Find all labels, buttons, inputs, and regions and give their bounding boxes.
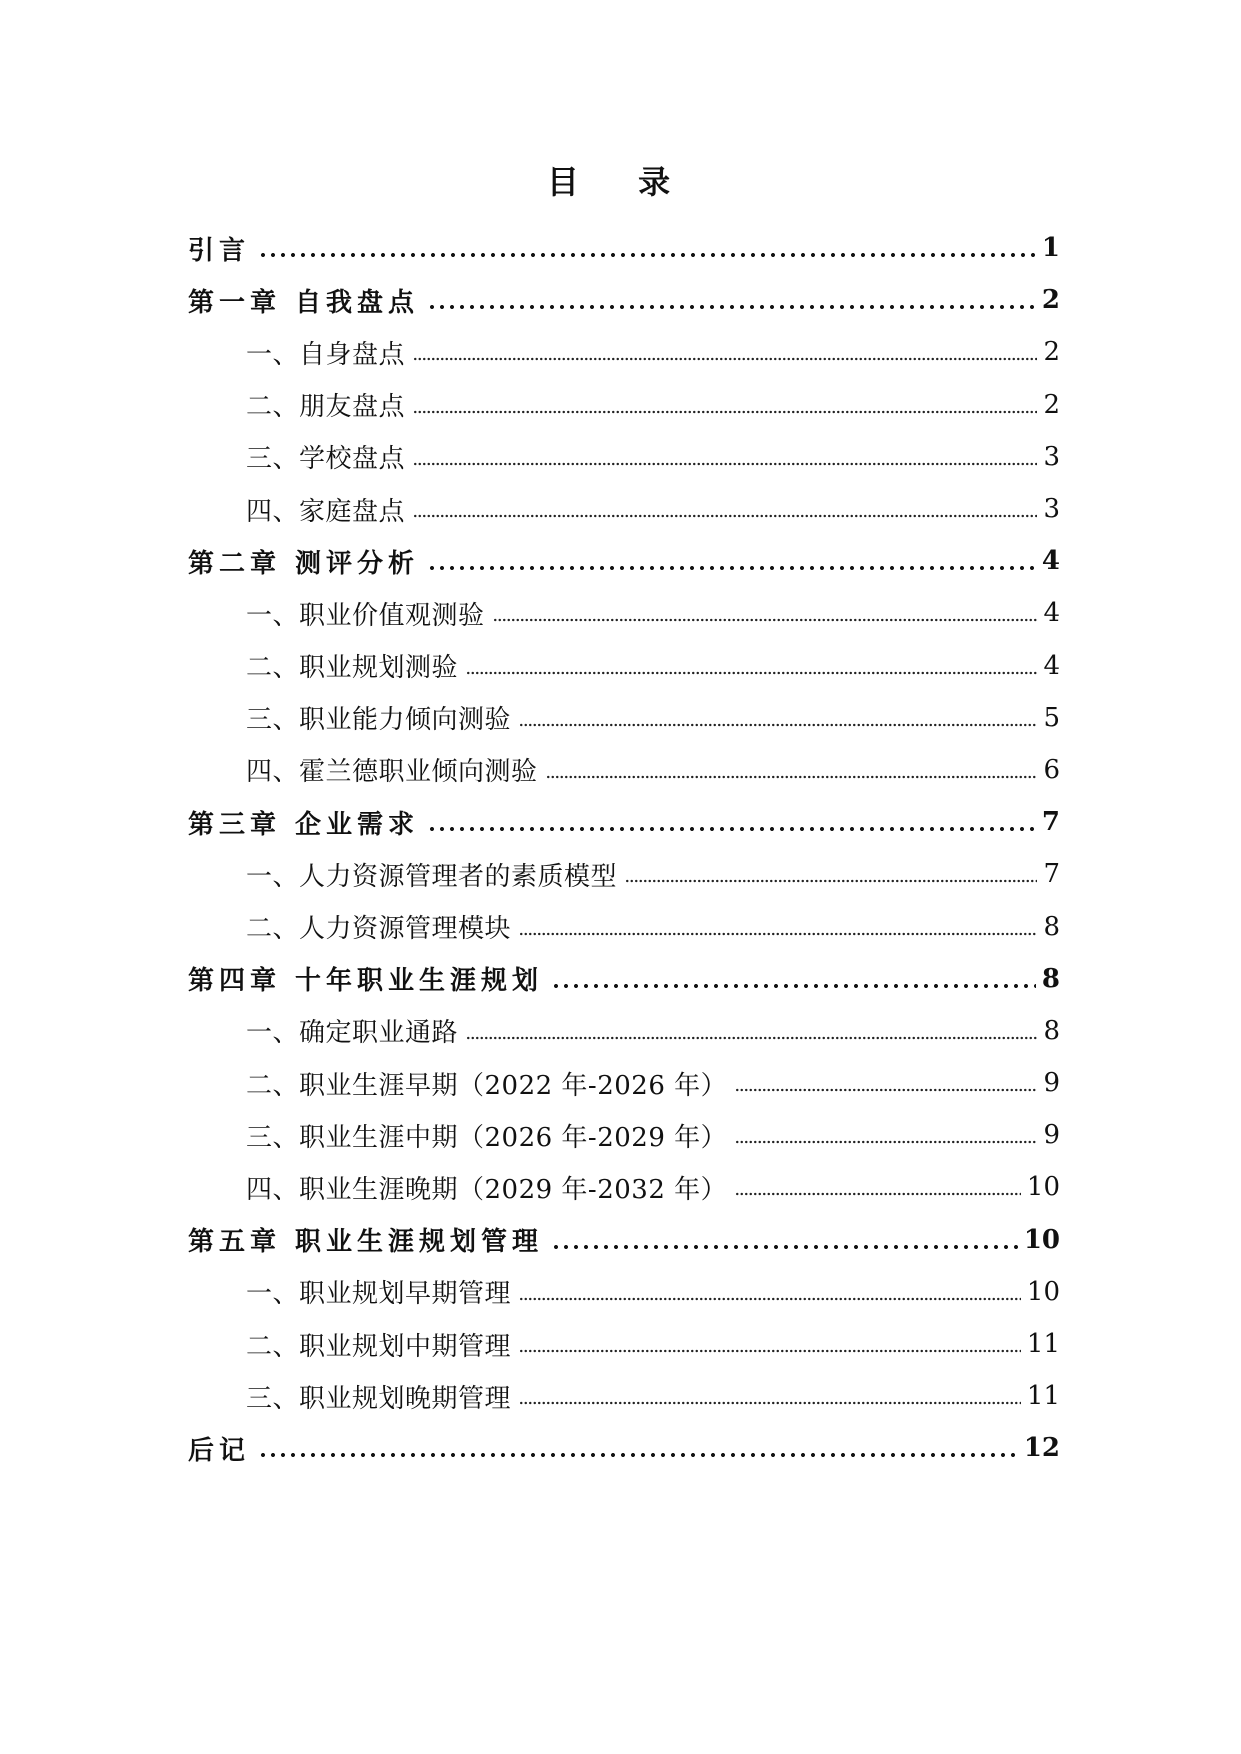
toc-chapter-entry[interactable]: [188, 1422, 1060, 1474]
toc-entry-label: 二、职业生涯早期（2022 年-2026 年）: [246, 1070, 728, 1101]
toc-entry-label: 三、学校盘点: [246, 444, 406, 475]
toc-dot-leader: [258, 252, 1036, 258]
toc-entry-page-number: 11: [1026, 1381, 1060, 1412]
toc-entry-page-number: 7: [1043, 859, 1060, 890]
toc-chapter-entry[interactable]: [188, 953, 1060, 1005]
toc-entry-label: 一、职业价值观测验: [246, 600, 485, 631]
toc-section-entry[interactable]: [188, 587, 1060, 639]
toc-entry-label: 三、职业规划晚期管理: [246, 1383, 512, 1414]
toc-list: [188, 222, 1060, 1475]
toc-section-entry[interactable]: [188, 1370, 1060, 1422]
toc-entry-label: 第三章 企业需求: [188, 809, 420, 840]
toc-entry-label: 四、职业生涯晚期（2029 年-2032 年）: [246, 1174, 728, 1205]
toc-entry-label: 二、人力资源管理模块: [246, 914, 512, 945]
toc-entry-label: 一、人力资源管理者的素质模型: [246, 861, 618, 892]
toc-entry-page-number: 8: [1043, 1015, 1060, 1046]
toc-entry-label: 二、朋友盘点: [246, 392, 406, 423]
toc-dot-leader: [413, 409, 1037, 415]
toc-entry-label: 三、职业能力倾向测验: [246, 705, 512, 736]
toc-dot-leader: [413, 461, 1037, 467]
toc-entry-label: 三、职业生涯中期（2026 年-2029 年）: [246, 1122, 728, 1153]
toc-entry-page-number: 10: [1026, 1276, 1060, 1307]
toc-chapter-entry[interactable]: [188, 1214, 1060, 1266]
toc-chapter-entry[interactable]: [188, 222, 1060, 274]
toc-section-entry[interactable]: [188, 692, 1060, 744]
toc-section-entry[interactable]: [188, 483, 1060, 535]
toc-chapter-entry[interactable]: [188, 274, 1060, 326]
toc-entry-page-number: 10: [1026, 1172, 1060, 1203]
toc-entry-page-number: 3: [1043, 494, 1060, 525]
toc-entry-page-number: 10: [1023, 1224, 1060, 1255]
toc-entry-label: 引言: [188, 235, 251, 266]
toc-entry-page-number: 4: [1043, 650, 1060, 681]
toc-section-entry[interactable]: [188, 1161, 1060, 1213]
toc-entry-label: 四、霍兰德职业倾向测验: [246, 757, 538, 788]
toc-entry-page-number: 12: [1023, 1433, 1060, 1464]
toc-section-entry[interactable]: [188, 640, 1060, 692]
toc-dot-leader: [519, 1400, 1021, 1406]
toc-section-entry[interactable]: [188, 379, 1060, 431]
toc-dot-leader: [551, 983, 1036, 989]
toc-entry-page-number: 8: [1043, 911, 1060, 942]
toc-dot-leader: [258, 1452, 1018, 1458]
toc-dot-leader: [413, 513, 1037, 519]
toc-entry-label: 一、自身盘点: [246, 339, 406, 370]
toc-dot-leader: [519, 931, 1037, 937]
toc-entry-label: 四、家庭盘点: [246, 496, 406, 527]
toc-entry-label: 一、职业规划早期管理: [246, 1279, 512, 1310]
toc-dot-leader: [735, 1191, 1021, 1197]
toc-dot-leader: [551, 1244, 1018, 1250]
toc-dot-leader: [519, 1348, 1021, 1354]
toc-dot-leader: [413, 356, 1037, 362]
toc-entry-page-number: 3: [1043, 441, 1060, 472]
toc-dot-leader: [735, 1087, 1037, 1093]
toc-entry-page-number: 9: [1043, 1068, 1060, 1099]
toc-entry-label: 第四章 十年职业生涯规划: [188, 966, 544, 997]
toc-entry-page-number: 9: [1043, 1120, 1060, 1151]
toc-entry-label: 一、确定职业通路: [246, 1018, 459, 1049]
toc-entry-page-number: 2: [1043, 389, 1060, 420]
toc-dot-leader: [519, 1296, 1021, 1302]
toc-entry-label: 后记: [188, 1435, 251, 1466]
toc-dot-leader: [427, 826, 1036, 832]
toc-section-entry[interactable]: [188, 326, 1060, 378]
toc-section-entry[interactable]: [188, 1318, 1060, 1370]
toc-dot-leader: [466, 670, 1037, 676]
toc-dot-leader: [625, 878, 1037, 884]
toc-section-entry[interactable]: [188, 848, 1060, 900]
page-title: 目 录: [546, 163, 695, 201]
toc-section-entry[interactable]: [188, 1005, 1060, 1057]
toc-entry-page-number: 7: [1041, 807, 1060, 838]
toc-entry-page-number: 5: [1043, 702, 1060, 733]
toc-dot-leader: [519, 722, 1037, 728]
toc-dot-leader: [427, 565, 1036, 571]
toc-section-entry[interactable]: [188, 1109, 1060, 1161]
toc-entry-page-number: 1: [1041, 233, 1060, 264]
toc-entry-page-number: 11: [1026, 1329, 1060, 1360]
toc-dot-leader: [466, 1035, 1037, 1041]
toc-entry-page-number: 4: [1041, 546, 1060, 577]
toc-entry-page-number: 2: [1041, 285, 1060, 316]
toc-entry-label: 二、职业规划中期管理: [246, 1331, 512, 1362]
toc-chapter-entry[interactable]: [188, 796, 1060, 848]
toc-entry-page-number: 8: [1041, 963, 1060, 994]
toc-section-entry[interactable]: [188, 744, 1060, 796]
toc-section-entry[interactable]: [188, 1057, 1060, 1109]
toc-entry-page-number: 2: [1043, 337, 1060, 368]
toc-dot-leader: [735, 1139, 1037, 1145]
toc-chapter-entry[interactable]: [188, 535, 1060, 587]
toc-dot-leader: [546, 774, 1038, 780]
toc-dot-leader: [493, 617, 1038, 623]
toc-dot-leader: [427, 304, 1036, 310]
toc-entry-label: 第二章 测评分析: [188, 548, 420, 579]
toc-section-entry[interactable]: [188, 1266, 1060, 1318]
toc-entry-page-number: 6: [1043, 754, 1060, 785]
toc-entry-page-number: 4: [1043, 598, 1060, 629]
toc-entry-label: 第一章 自我盘点: [188, 287, 420, 318]
toc-entry-label: 第五章 职业生涯规划管理: [188, 1227, 544, 1258]
toc-section-entry[interactable]: [188, 900, 1060, 952]
toc-section-entry[interactable]: [188, 431, 1060, 483]
toc-entry-label: 二、职业规划测验: [246, 653, 459, 684]
